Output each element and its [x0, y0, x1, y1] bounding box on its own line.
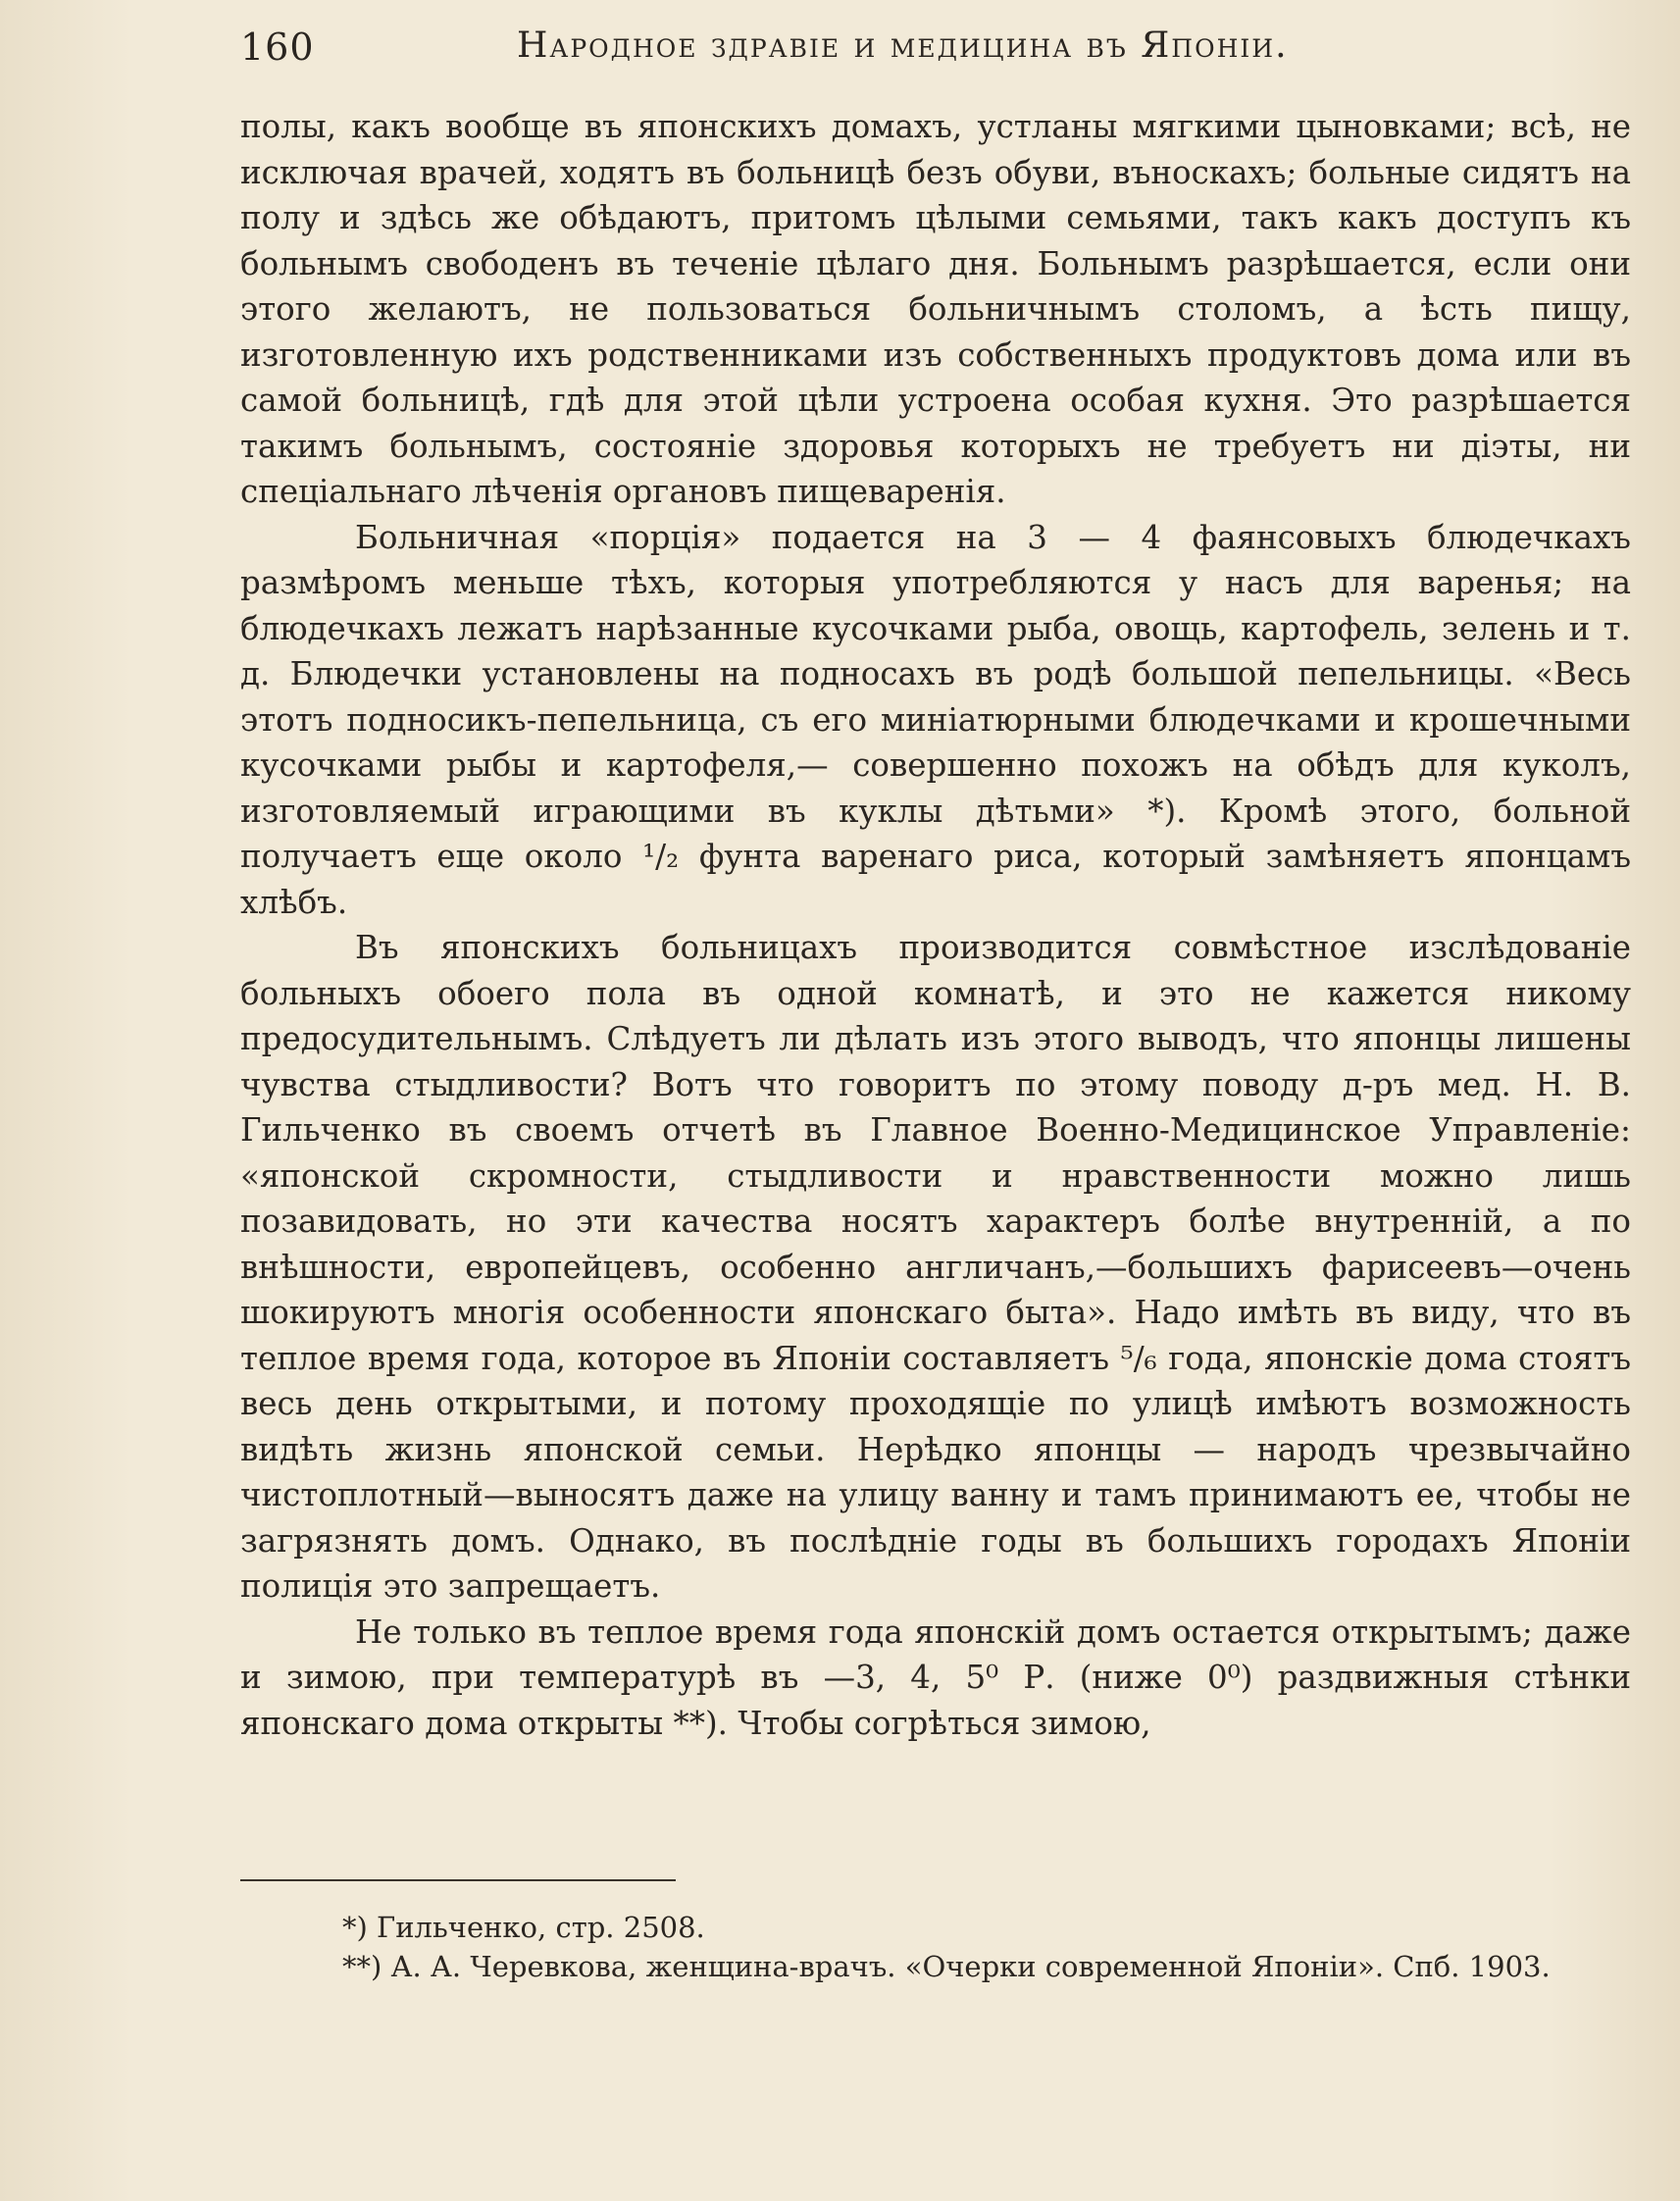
paragraph: полы, какъ вообще въ японскихъ домахъ, устланы мягкими цыновками; всѣ, не исключая врачей, ходятъ въ больницѣ безъ обуви, въноскахъ; больные сидятъ на полу и здѣсь же обѣдаютъ, притомъ цѣлыми семьями, такъ какъ доступъ къ больнымъ свободенъ въ теченіе цѣлаго дня. Больнымъ разрѣшается, если они этого желаютъ, не пользоваться больничнымъ столомъ, а ѣсть пищу, изготовленную ихъ родственниками изъ собственныхъ продуктовъ дома или въ самой больницѣ, гдѣ для этой цѣли устроена особая кухня. Это разрѣшается такимъ больнымъ, состояніе здоровья которыхъ не требуетъ ни діэты, ни спеціальнаго лѣченія органовъ пищеваренія. — [240, 108, 1631, 510]
footnote-divider — [240, 1879, 676, 1881]
paragraph: Больничная «порція» подается на 3 — 4 фаянсовыхъ блюдечкахъ размѣромъ меньше тѣхъ, которыя употребляются у насъ для варенья; на блюдечкахъ лежатъ нарѣзанные кусочками рыба, овощь, картофель, зелень и т. д. Блюдечки установлены на подносахъ въ родѣ большой пепельницы. «Весь этотъ подносикъ-пепельница, съ его миніатюрными блюдечками и крошечными кусочками рыбы и картофеля,— совершенно похожъ на обѣдъ для куколъ, изготовляемый играющими въ куклы дѣтьми» *). Кромѣ этого, больной получаетъ еще около ¹/₂ фунта варенаго риса, который замѣняетъ японцамъ хлѣбъ. — [240, 518, 1631, 921]
paragraph: Не только въ теплое время года японскій домъ остается открытымъ; даже и зимою, при температурѣ въ —3, 4, 5⁰ Р. (ниже 0⁰) раздвижныя стѣнки японскаго дома открыты **). Чтобы согрѣться зимою, — [240, 1612, 1631, 1742]
body-text — [240, 104, 1631, 1746]
footnote: *) Гильченко, стр. 2508. — [342, 1911, 705, 1944]
running-title: Народное здравіе и медицина въ Японіи. — [517, 26, 1289, 66]
footnotes — [240, 1908, 1631, 1986]
footnote: **) А. А. Черевкова, женщина-врачъ. «Очерки современной Японіи». Спб. 1903. — [342, 1950, 1551, 1983]
paragraph: Въ японскихъ больницахъ производится совмѣстное изслѣдованіе больныхъ обоего пола въ одной комнатѣ, и это не кажется никому предосудительнымъ. Слѣдуетъ ли дѣлать изъ этого выводъ, что японцы лишены чувства стыдливости? Вотъ что говоритъ по этому поводу д-ръ мед. Н. В. Гильченко въ своемъ отчетѣ въ Главное Военно-Медицинское Управленіе: «японской скромности, стыдливости и нравственности можно лишь позавидовать, но эти качества носятъ характеръ болѣе внутренній, а по внѣшности, европейцевъ, особенно англичанъ,—большихъ фарисеевъ—очень шокируютъ многія особенности японскаго быта». Надо имѣть въ виду, что въ теплое время года, которое въ Японіи составляетъ ⁵/₆ года, японскіе дома стоятъ весь день открытыми, и потому проходящіе по улицѣ имѣютъ возможность видѣть жизнь японской семьи. Нерѣдко японцы — народъ чрезвычайно чистоплотный—выносятъ даже на улицу ванну и тамъ принимаютъ ее, чтобы не загрязнять домъ. Однако, въ послѣдніе годы въ большихъ городахъ Японіи полиція это запрещаетъ. — [240, 929, 1631, 1605]
page-number: 160 — [240, 26, 315, 69]
page-header — [240, 26, 1633, 84]
